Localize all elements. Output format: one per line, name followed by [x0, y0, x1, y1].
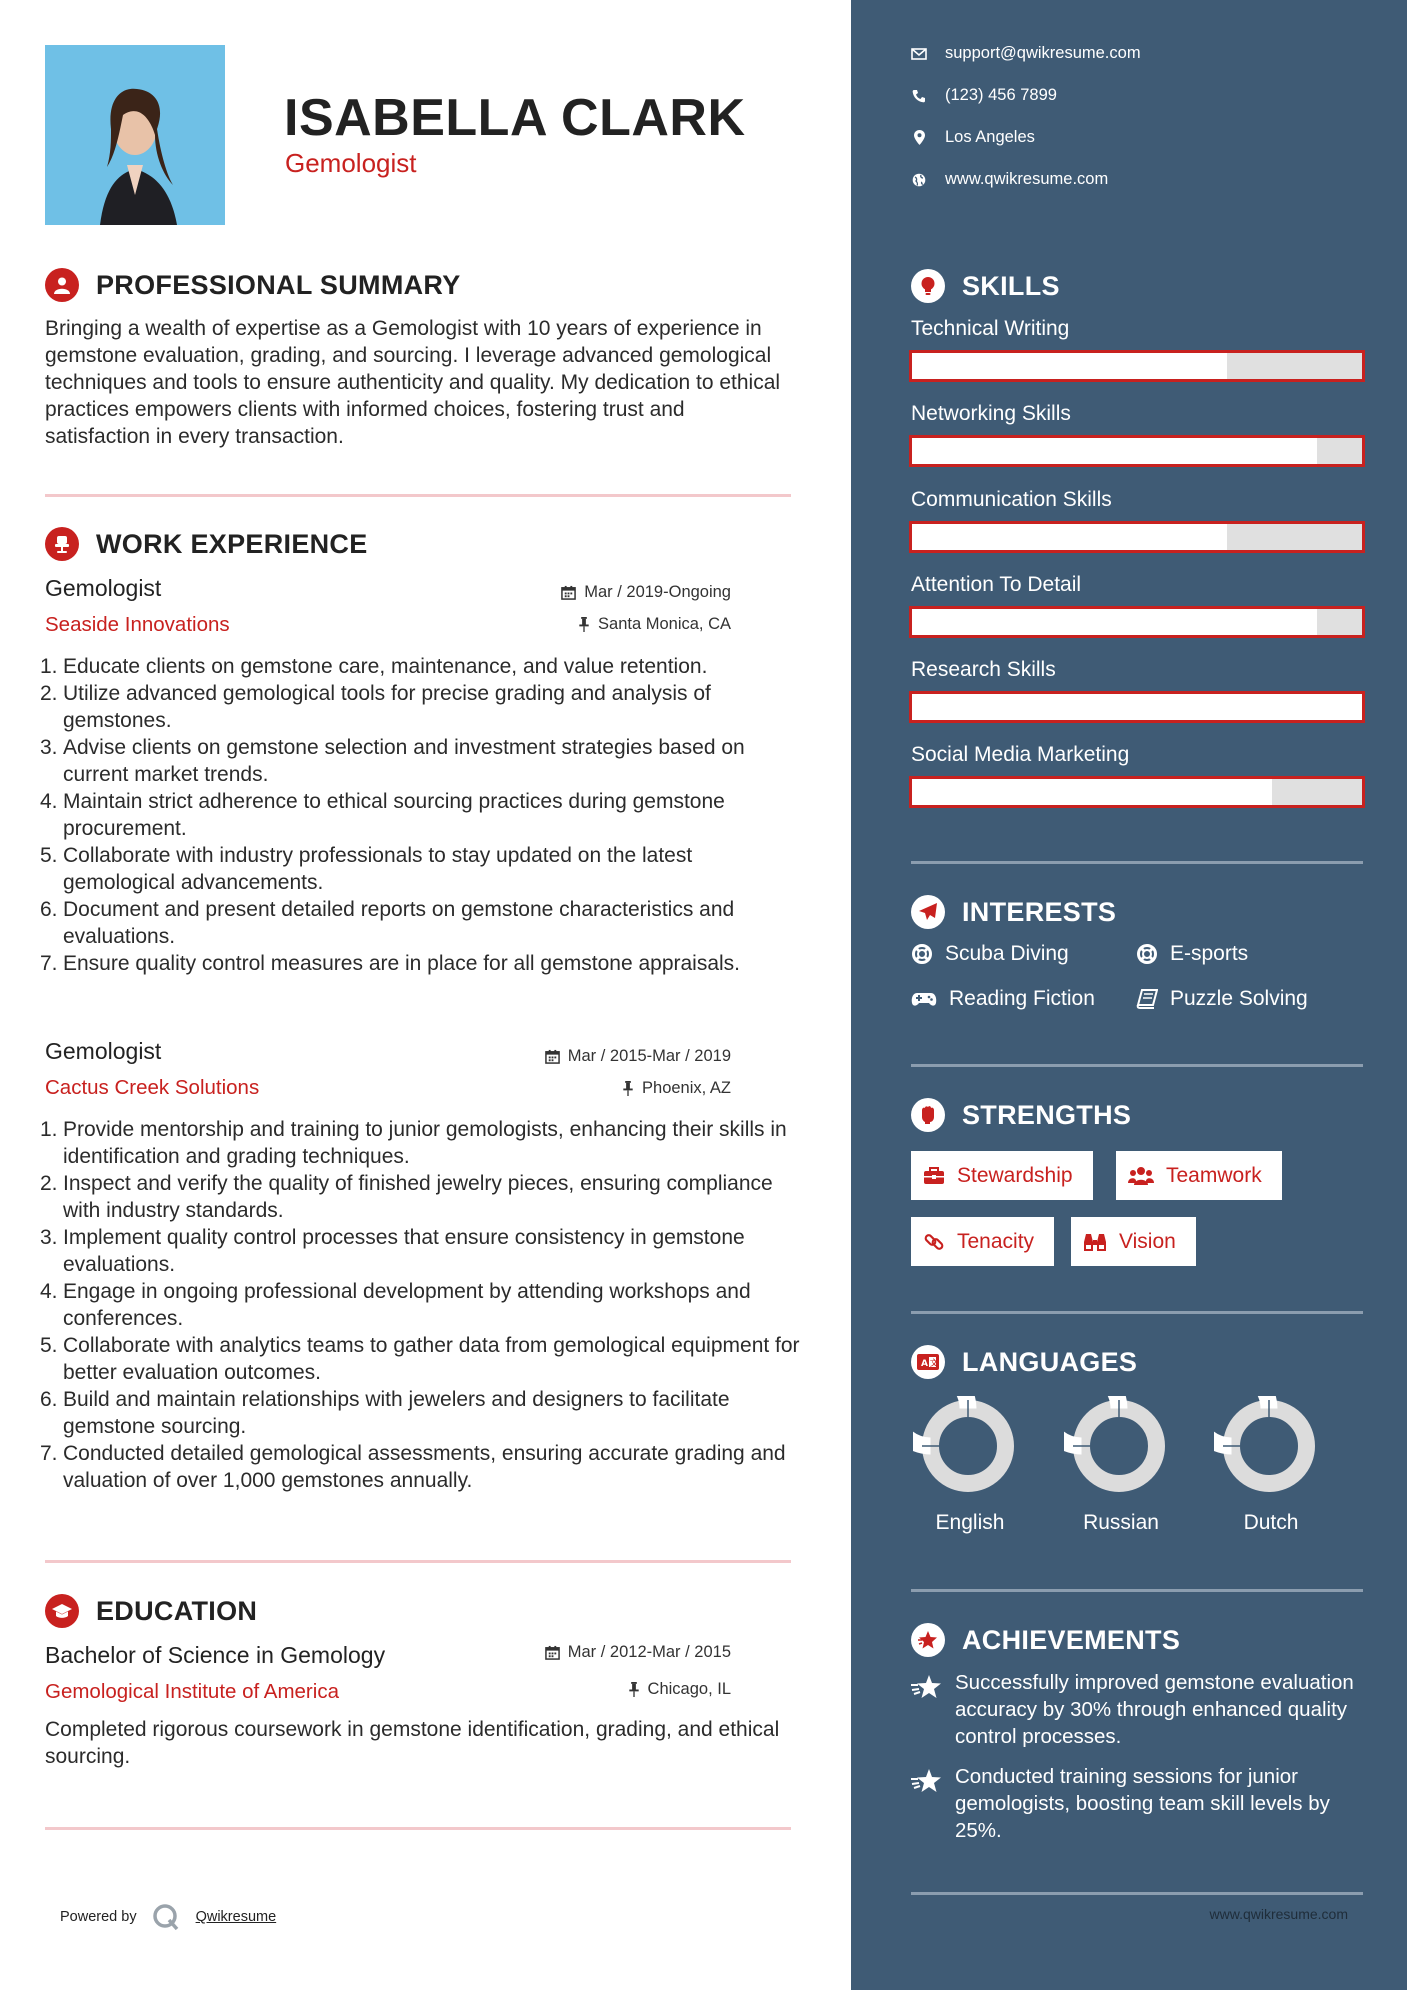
skill-label: Attention To Detail: [911, 573, 1082, 596]
achievement-text: Conducted training sessions for junior gemologists, boosting team skill levels by 25%.: [955, 1765, 1330, 1842]
candidate-title: Gemologist: [285, 148, 417, 178]
school-name: Gemological Institute of America: [45, 1680, 339, 1703]
map-marker-icon: [914, 130, 925, 145]
section-title: SKILLS: [962, 270, 1060, 301]
skill-bar: [909, 776, 1365, 808]
list-item: 3. Implement quality control processes that ensure consistency in gemstone evaluations.: [40, 1226, 745, 1276]
language-icon: [911, 1345, 945, 1379]
qwikresume-link[interactable]: Qwikresume: [195, 1909, 277, 1925]
language-ring: [913, 1396, 1023, 1496]
strengths-heading: [911, 1098, 1131, 1132]
language-ring-track: [1082, 1409, 1157, 1484]
pin-icon: [628, 1682, 640, 1697]
fist-icon: [911, 1098, 945, 1132]
skill-bar-fill: [912, 353, 1227, 379]
svg-text:A: A: [921, 1359, 928, 1369]
section-title: INTERESTS: [962, 896, 1117, 927]
location-text: Phoenix, AZ: [642, 1079, 731, 1097]
list-item: 7. Conducted detailed gemological assessments, ensuring accurate grading and valuation of over 1,000 gemstones annually.: [40, 1442, 786, 1492]
language-label: Russian: [1083, 1511, 1159, 1534]
education-description: Completed rigorous coursework in gemstone identification, grading, and ethical sourcing.: [45, 1718, 780, 1768]
skill-bar: [909, 521, 1365, 553]
lightbulb-icon: [911, 269, 945, 303]
job-title: Gemologist: [45, 575, 162, 601]
languages-heading: [911, 1345, 1137, 1379]
graduation-cap-icon: [45, 1594, 79, 1628]
strength-label: Tenacity: [957, 1229, 1035, 1253]
section-title: PROFESSIONAL SUMMARY: [96, 269, 461, 300]
powered-by-label: Powered by: [60, 1909, 137, 1925]
job-location: [622, 1079, 731, 1098]
binoculars-icon: [1083, 1232, 1107, 1252]
chair-icon: [45, 527, 79, 561]
svg-text:文: 文: [930, 1358, 938, 1368]
star-badge-icon: [911, 1623, 945, 1657]
divider: [45, 1560, 791, 1563]
qwikresume-logo-icon: [152, 1903, 180, 1931]
location-text: Chicago, IL: [647, 1680, 731, 1698]
achievement-text: Successfully improved gemstone evaluation accuracy by 30% through enhanced quality control processes.: [955, 1671, 1354, 1748]
achievement-item: [911, 1763, 1371, 1844]
job-dates: [545, 1047, 731, 1066]
list-item: 2. Inspect and verify the quality of finished jewelry pieces, ensuring compliance with industry standards.: [40, 1172, 773, 1222]
powered-by: [60, 1903, 276, 1931]
globe-icon: [912, 173, 926, 187]
list-item: 7. Ensure quality control measures are in place for all gemstone appraisals.: [40, 952, 741, 975]
list-item: 6. Document and present detailed reports on gemstone characteristics and evaluations.: [40, 898, 735, 948]
interest-label: Reading Fiction: [949, 987, 1095, 1010]
skill-label: Communication Skills: [911, 488, 1112, 511]
list-item: 5. Collaborate with industry professionals to stay updated on the latest gemological advancements.: [40, 844, 693, 894]
education-heading: [45, 1594, 257, 1628]
contact-phone[interactable]: [911, 86, 1057, 105]
interest-item: [911, 942, 1069, 966]
skill-label: Technical Writing: [911, 317, 1070, 340]
lifebuoy-icon: [911, 943, 933, 965]
list-item: 4. Engage in ongoing professional development by attending workshops and conferences.: [40, 1280, 751, 1330]
location-text: Santa Monica, CA: [598, 615, 731, 633]
phone-text: (123) 456 7899: [945, 86, 1057, 104]
candidate-name: ISABELLA CLARK: [284, 89, 746, 147]
strength-badge: [911, 1151, 1093, 1200]
language-ring-track: [1232, 1409, 1307, 1484]
list-item: 1. Educate clients on gemstone care, maintenance, and value retention.: [40, 655, 708, 678]
summary-text: Bringing a wealth of expertise as a Gemologist with 10 years of experience in gemstone evaluation, grading, and sourcing. I leverage advanced gemological techniques and tools to ensure authenticity and quality. My dedication to ethical practices empowers clients with informed choices, fostering trust and satisfaction in every transaction.: [45, 317, 781, 448]
users-icon: [1128, 1166, 1154, 1186]
skill-label: Networking Skills: [911, 402, 1071, 425]
experience-heading: [45, 527, 368, 561]
job-dates: [561, 583, 731, 602]
education-location: [628, 1680, 731, 1699]
calendar-icon: [545, 1049, 560, 1064]
divider: [45, 1827, 791, 1830]
language-ring: [1064, 1396, 1174, 1496]
language-ring: [1214, 1396, 1324, 1496]
lifebuoy-icon: [1136, 943, 1158, 965]
section-title: STRENGTHS: [962, 1099, 1132, 1130]
education-dates: [545, 1643, 731, 1662]
divider: [911, 1892, 1363, 1895]
company-name: Cactus Creek Solutions: [45, 1076, 260, 1099]
skill-bar: [909, 606, 1365, 638]
dates-text: Mar / 2019-Ongoing: [584, 583, 731, 601]
list-item: 3. Advise clients on gemstone selection and investment strategies based on current market trends.: [40, 736, 745, 786]
pin-icon: [622, 1081, 634, 1096]
language-label: English: [935, 1511, 1005, 1534]
list-item: 2. Utilize advanced gemological tools for precise grading and analysis of gemstones.: [40, 682, 711, 732]
job-task-list: [40, 1116, 800, 1494]
contact-email[interactable]: [911, 44, 1141, 63]
interest-item: [1136, 942, 1248, 966]
profile-photo: [45, 45, 225, 225]
interest-item: [911, 987, 1095, 1011]
interest-item: [1136, 987, 1308, 1011]
job-task-list: [40, 653, 800, 977]
list-item: 4. Maintain strict adherence to ethical sourcing practices during gemstone procurement.: [40, 790, 725, 840]
gamepad-icon: [911, 990, 937, 1008]
interest-label: E-sports: [1170, 942, 1249, 965]
star-icon: [911, 1768, 943, 1794]
dates-text: Mar / 2015-Mar / 2019: [567, 1047, 731, 1065]
calendar-icon: [561, 585, 576, 600]
skill-bar: [909, 435, 1365, 467]
user-icon: [45, 268, 79, 302]
location-text: Los Angeles: [945, 128, 1035, 146]
skill-label: Social Media Marketing: [911, 743, 1130, 766]
strength-label: Stewardship: [957, 1163, 1073, 1187]
contact-website[interactable]: [911, 170, 1108, 189]
section-title: LANGUAGES: [962, 1346, 1138, 1377]
link-icon: [923, 1231, 945, 1253]
divider: [911, 1589, 1363, 1592]
job-location: [578, 615, 731, 634]
skill-bar: [909, 350, 1365, 382]
skill-bar-fill: [912, 694, 1362, 720]
divider: [911, 1311, 1363, 1314]
section-title: EDUCATION: [96, 1595, 258, 1626]
section-title: ACHIEVEMENTS: [962, 1624, 1181, 1655]
strength-badge: [1116, 1151, 1282, 1200]
dates-text: Mar / 2012-Mar / 2015: [567, 1643, 731, 1661]
list-item: 1. Provide mentorship and training to junior gemologists, enhancing their skills in identification and grading techniques.: [40, 1118, 787, 1168]
skill-bar-fill: [912, 779, 1272, 805]
list-item: 5. Collaborate with analytics teams to gather data from gemological equipment for better evaluation outcomes.: [40, 1334, 800, 1384]
summary-heading: [45, 268, 461, 302]
degree-title: Bachelor of Science in Gemology: [45, 1642, 386, 1668]
company-name: Seaside Innovations: [45, 613, 230, 636]
achievements-heading: [911, 1623, 1180, 1657]
calendar-icon: [545, 1645, 560, 1660]
book-icon: [1136, 989, 1158, 1009]
divider: [45, 494, 791, 497]
job-title: Gemologist: [45, 1038, 162, 1064]
section-title: WORK EXPERIENCE: [96, 528, 368, 559]
skill-bar-fill: [912, 609, 1317, 635]
email-text[interactable]: support@qwikresume.com: [945, 44, 1141, 62]
contact-location: [911, 128, 1035, 147]
achievement-item: [911, 1669, 1371, 1750]
skill-label: Research Skills: [911, 658, 1056, 681]
footer-website[interactable]: www.qwikresume.com: [1209, 1906, 1348, 1922]
paper-plane-icon: [911, 895, 945, 929]
language-ring-track: [931, 1409, 1006, 1484]
interests-heading: [911, 895, 1116, 929]
skill-bar-fill: [912, 438, 1317, 464]
language-label: Dutch: [1243, 1511, 1299, 1534]
divider: [911, 1064, 1363, 1067]
skill-bar-fill: [912, 524, 1227, 550]
strength-label: Teamwork: [1166, 1163, 1262, 1187]
phone-icon: [912, 89, 926, 103]
website-text[interactable]: www.qwikresume.com: [945, 170, 1109, 188]
envelope-icon: [911, 48, 927, 60]
list-item: 6. Build and maintain relationships with jewelers and designers to facilitate gemstone sourcing.: [40, 1388, 730, 1438]
interest-label: Scuba Diving: [945, 942, 1069, 965]
strength-badge: [1071, 1217, 1196, 1266]
pin-icon: [578, 617, 590, 632]
skills-heading: [911, 269, 1060, 303]
interest-label: Puzzle Solving: [1170, 987, 1308, 1010]
divider: [911, 861, 1363, 864]
strength-label: Vision: [1119, 1229, 1176, 1253]
star-icon: [911, 1674, 943, 1700]
strength-badge: [911, 1217, 1054, 1266]
briefcase-icon: [923, 1166, 945, 1185]
skill-bar: [909, 691, 1365, 723]
